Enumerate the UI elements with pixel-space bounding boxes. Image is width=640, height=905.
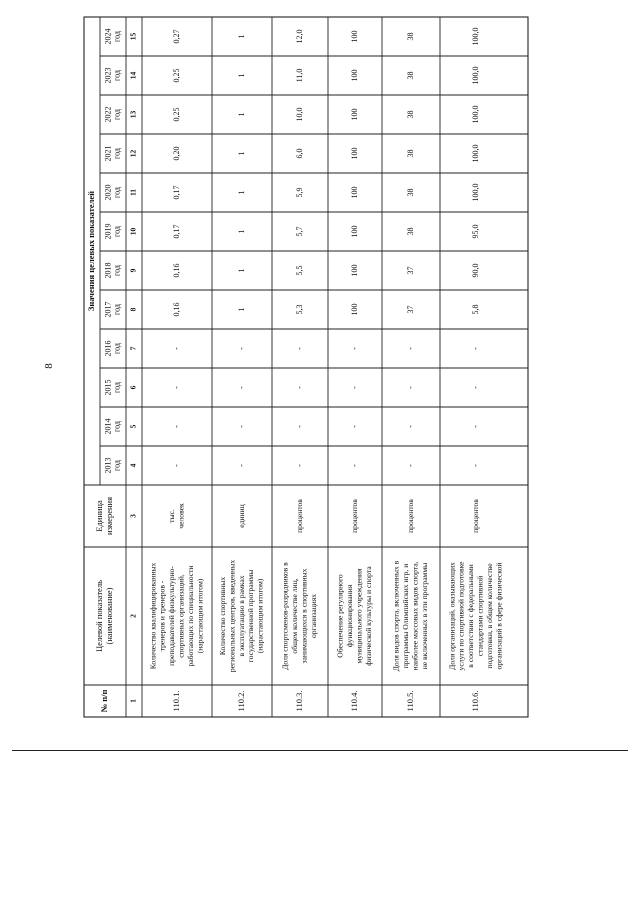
unit-cell-line: процентов <box>294 499 304 533</box>
indicator-name-line: в соответствии с федеральными <box>466 564 476 668</box>
indicator-name-line: Обеспечение регулярного <box>335 574 345 658</box>
unit-cell-line: процентов <box>349 499 359 533</box>
indicator-name-line: не включенных в эти программы <box>419 562 429 670</box>
value-cell: - <box>349 386 359 389</box>
value-cell: - <box>171 464 181 467</box>
value-cell: 100 <box>349 225 359 238</box>
value-cell: 100,0 <box>470 105 480 124</box>
column-number: 12 <box>128 149 138 158</box>
value-cell: 100 <box>349 69 359 82</box>
indicator-name-line: функционирования <box>345 584 355 648</box>
row-number: 110.6. <box>469 690 480 712</box>
indicator-name-line: организаций в сфере физической <box>494 562 504 670</box>
value-cell: - <box>294 347 304 350</box>
value-cell: 0,16 <box>171 302 181 317</box>
indicator-name-line: организациях <box>308 594 318 638</box>
indicator-name-line: муниципального учреждения <box>354 568 364 664</box>
header-year-line: 2014 <box>103 418 113 435</box>
value-cell: 0,27 <box>171 29 181 44</box>
value-cell: 1 <box>236 34 246 39</box>
value-cell: 38 <box>405 71 415 80</box>
value-cell: 38 <box>405 227 415 236</box>
row-number: 110.4. <box>348 690 359 712</box>
indicator-name-line: занимающихся в спортивных <box>299 568 309 664</box>
header-values-group: Значения целевых показателей <box>85 190 96 312</box>
header-year-line: год <box>112 226 122 237</box>
header-year-line: 2021 <box>103 145 113 162</box>
column-number: 5 <box>128 424 138 429</box>
value-cell: - <box>294 386 304 389</box>
value-cell: 12,0 <box>294 29 304 44</box>
value-cell: 1 <box>236 73 246 78</box>
value-cell: 5,9 <box>294 187 304 198</box>
value-cell: 1 <box>236 112 246 117</box>
value-cell: 100,0 <box>470 144 480 163</box>
row-number: 110.3. <box>293 690 304 712</box>
indicator-name-line: спортивных организаций, <box>176 574 186 658</box>
value-cell: 1 <box>236 229 246 234</box>
indicator-name-line: Доля организаций, оказывающих <box>447 562 457 670</box>
value-cell: - <box>236 464 246 467</box>
value-cell: - <box>405 425 415 428</box>
value-cell: 95,0 <box>470 224 480 239</box>
header-indicator-line: (наименование) <box>103 587 114 645</box>
column-number: 8 <box>128 307 138 312</box>
value-cell: 38 <box>405 110 415 119</box>
column-number: 3 <box>128 514 138 518</box>
column-number: 6 <box>128 385 138 390</box>
value-cell: - <box>470 386 480 389</box>
header-year-line: год <box>112 187 122 198</box>
header-year-line: год <box>112 109 122 120</box>
value-cell: 5,5 <box>294 265 304 276</box>
value-cell: 38 <box>405 32 415 41</box>
value-cell: - <box>405 347 415 350</box>
value-cell: 38 <box>405 188 415 197</box>
value-cell: 100 <box>349 108 359 121</box>
indicator-name-line: физической культуры и спорта <box>363 566 373 666</box>
column-number: 4 <box>128 463 138 468</box>
indicator-name-line: Количество спортивных <box>217 576 227 656</box>
indicator-name-line: стандартами спортивной <box>475 575 485 657</box>
value-cell: 1 <box>236 307 246 312</box>
header-num: № п/п <box>98 689 109 713</box>
header-year-line: 2019 <box>103 223 113 240</box>
value-cell: 1 <box>236 190 246 195</box>
unit-cell-line: тыс. <box>167 509 177 523</box>
column-number: 13 <box>128 110 138 119</box>
header-year-line: год <box>112 343 122 354</box>
value-cell: - <box>349 347 359 350</box>
column-number: 1 <box>128 699 138 703</box>
value-cell: 1 <box>236 151 246 156</box>
column-number: 9 <box>128 268 138 273</box>
value-cell: 100,0 <box>470 27 480 46</box>
value-cell: - <box>236 425 246 428</box>
indicator-name-line: программы Олимпийских игр, и <box>401 563 411 669</box>
value-cell: 0,25 <box>171 107 181 122</box>
header-year-line: год <box>112 70 122 81</box>
value-cell: 100 <box>349 186 359 199</box>
value-cell: 100,0 <box>470 66 480 85</box>
header-year-line: год <box>112 421 122 432</box>
value-cell: 0,16 <box>171 263 181 278</box>
indicator-name-line: Количество квалифицированных <box>148 562 158 670</box>
header-year-line: год <box>112 304 122 315</box>
indicator-name-line: (нарастающим итогом) <box>195 578 205 654</box>
unit-cell-line: человек <box>176 503 186 529</box>
value-cell: 90,0 <box>470 263 480 278</box>
column-number: 11 <box>128 188 138 197</box>
header-unit-line: Единица <box>93 500 104 532</box>
value-cell: 38 <box>405 149 415 158</box>
value-cell: 0,17 <box>171 185 181 200</box>
value-cell: - <box>349 464 359 467</box>
unit-cell-line: процентов <box>470 499 480 533</box>
value-cell: - <box>349 425 359 428</box>
value-cell: - <box>236 386 246 389</box>
value-cell: 6,0 <box>294 148 304 159</box>
indicator-name-line: общем количестве лиц, <box>290 578 300 654</box>
row-number: 110.5. <box>404 690 415 712</box>
rotated-table <box>84 17 528 717</box>
header-unit-line: измерения <box>103 497 114 535</box>
header-year-line: 2024 <box>103 28 113 45</box>
header-indicator-line: Целевой показатель <box>93 580 104 652</box>
value-cell: 100 <box>349 30 359 43</box>
header-year-line: 2017 <box>103 301 113 318</box>
unit-cell-line: единиц <box>236 504 246 528</box>
indicator-name-line: работающих по специальности <box>185 565 195 667</box>
value-cell: 5,3 <box>294 304 304 315</box>
header-year-line: год <box>112 31 122 42</box>
row-number: 110.1. <box>170 690 181 712</box>
indicator-name-line: государственной программы <box>246 569 256 663</box>
value-cell: 5,7 <box>294 226 304 237</box>
header-year-line: год <box>112 148 122 159</box>
column-number: 15 <box>128 32 138 41</box>
value-cell: - <box>294 425 304 428</box>
indicator-name-line: услуги по спортивной подготовке <box>456 561 466 671</box>
value-cell: 100 <box>349 147 359 160</box>
indicator-name-line: региональных центров, введенных <box>227 559 237 673</box>
value-cell: 10,0 <box>294 107 304 122</box>
row-number: 110.2. <box>235 690 246 712</box>
value-cell: - <box>171 425 181 428</box>
value-cell: - <box>470 347 480 350</box>
indicator-name-line: Доля видов спорта, включенных в <box>391 560 401 672</box>
header-year-line: 2013 <box>103 457 113 474</box>
value-cell: 0,20 <box>171 146 181 161</box>
indicator-name-line: тренеров и тренеров - <box>157 580 167 652</box>
value-cell: - <box>405 386 415 389</box>
indicator-name-line: подготовки, в общем количестве <box>484 563 494 669</box>
unit-cell-line: процентов <box>405 499 415 533</box>
indicator-name-line: в эксплуатацию в рамках <box>236 575 246 657</box>
value-cell: - <box>470 425 480 428</box>
page-divider-line <box>12 750 628 751</box>
value-cell: - <box>236 347 246 350</box>
header-year-line: 2022 <box>103 106 113 123</box>
value-cell: 11,0 <box>294 68 304 83</box>
value-cell: 0,25 <box>171 68 181 83</box>
value-cell: 5,8 <box>470 304 480 315</box>
header-year-line: год <box>112 382 122 393</box>
value-cell: - <box>405 464 415 467</box>
value-cell: 37 <box>405 305 415 314</box>
value-cell: - <box>171 347 181 350</box>
column-number: 10 <box>128 227 138 236</box>
header-year-line: год <box>112 460 122 471</box>
header-year-line: 2015 <box>103 379 113 396</box>
column-number: 14 <box>128 71 138 80</box>
indicator-name-line: наиболее массовых видов спорта, <box>410 561 420 671</box>
column-number: 2 <box>128 614 138 618</box>
value-cell: 100,0 <box>470 183 480 202</box>
indicator-name-line: (нарастающим итогом) <box>255 578 265 654</box>
value-cell: 0,17 <box>171 224 181 239</box>
value-cell: 100 <box>349 264 359 277</box>
value-cell: 100 <box>349 303 359 316</box>
value-cell: - <box>470 464 480 467</box>
indicator-name-line: преподавателей физкультурно- <box>167 566 177 666</box>
header-year-line: 2016 <box>103 340 113 357</box>
column-number: 7 <box>128 346 138 351</box>
header-year-line: 2018 <box>103 262 113 279</box>
value-cell: - <box>294 464 304 467</box>
header-year-line: год <box>112 265 122 276</box>
value-cell: - <box>171 386 181 389</box>
header-year-line: 2020 <box>103 184 113 201</box>
page-number: 8 <box>43 363 55 369</box>
value-cell: 1 <box>236 268 246 273</box>
header-year-line: 2023 <box>103 67 113 84</box>
value-cell: 37 <box>405 266 415 275</box>
indicator-name-line: Доля спортсменов-разрядников в <box>280 562 290 670</box>
